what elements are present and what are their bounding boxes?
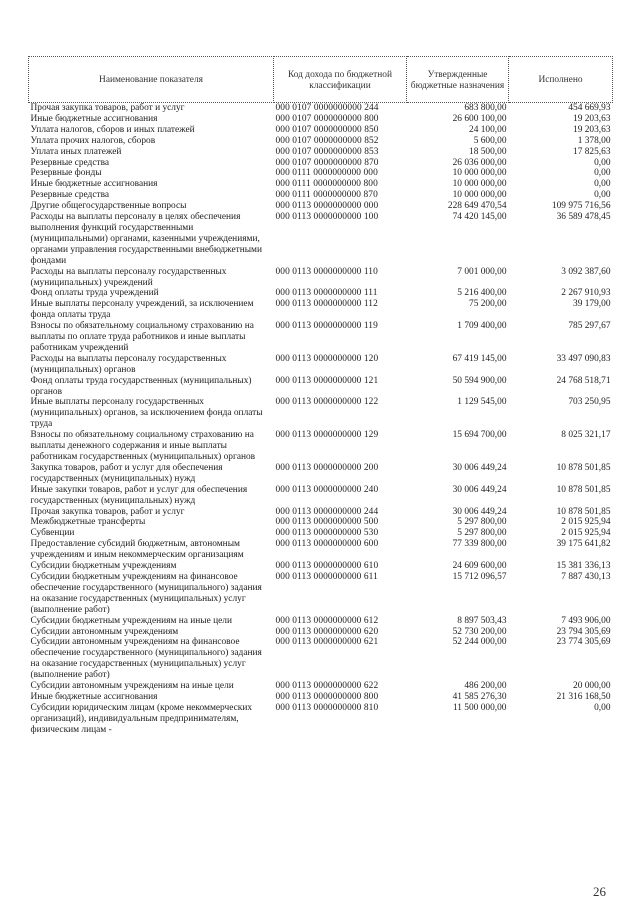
approved-amount-cell: 52 244 000,00 <box>452 637 507 648</box>
income-code-cell: 000 0113 0000000000 612 <box>275 615 379 626</box>
indicator-name-cell: Субсидии бюджетным учреждениям на иные цели <box>30 615 232 626</box>
indicator-name-cell: Субвенции <box>30 528 75 539</box>
approved-amount-cell: 41 585 276,30 <box>452 691 507 702</box>
executed-amount-cell: 2 015 925,94 <box>561 517 611 528</box>
indicator-name-cell: Иные бюджетные ассигнования <box>30 179 158 190</box>
approved-amount-cell: 77 339 800,00 <box>452 539 507 550</box>
approved-amount-cell: 15 694 700,00 <box>452 430 507 441</box>
table-row <box>29 299 613 321</box>
table-row <box>29 212 613 267</box>
approved-amount-cell: 30 006 449,24 <box>452 506 507 517</box>
table-row <box>29 376 613 398</box>
indicator-name-cell: Иные бюджетные ассигнования <box>30 691 158 702</box>
table-row <box>29 572 613 616</box>
executed-amount-cell: 1 378,00 <box>577 135 611 146</box>
income-code-cell: 000 0113 0000000000 121 <box>275 375 379 386</box>
approved-amount-cell: 15 712 096,57 <box>452 571 507 582</box>
income-code-cell: 000 0113 0000000000 621 <box>275 637 379 648</box>
indicator-name-cell: Межбюджетные трансферты <box>30 517 146 528</box>
document-page <box>28 56 612 736</box>
income-code-cell: 000 0113 0000000000 112 <box>275 299 378 310</box>
income-code-cell: 000 0111 0000000000 800 <box>275 179 378 190</box>
executed-amount-cell: 10 878 501,85 <box>556 484 611 495</box>
indicator-name-cell: Фонд оплаты труда государственных (муниципальных) органов <box>30 375 252 397</box>
approved-amount-cell: 26 600 100,00 <box>452 113 507 124</box>
income-code-cell: 000 0113 0000000000 122 <box>275 397 379 408</box>
approved-amount-cell: 10 000 000,00 <box>452 179 507 190</box>
income-code-cell: 000 0113 0000000000 200 <box>275 462 379 473</box>
indicator-name-cell: Резервные фонды <box>30 168 102 179</box>
table-row <box>29 627 613 638</box>
executed-amount-cell: 0,00 <box>594 168 611 179</box>
indicator-name-cell: Субсидии юридическим лицам (кроме некоммерческих организаций), индивидуальным предпринимателям, физическим лицам - <box>30 702 253 735</box>
table-row <box>29 125 613 136</box>
indicator-name-cell: Прочая закупка товаров, работ и услуг <box>30 103 185 113</box>
income-code-cell: 000 0113 0000000000 610 <box>275 561 379 572</box>
approved-amount-cell: 683 800,00 <box>464 103 507 113</box>
header-income-code: Код дохода по бюджетной классификации <box>274 57 407 103</box>
approved-amount-cell: 10 000 000,00 <box>452 168 507 179</box>
table-row <box>29 485 613 507</box>
executed-amount-cell: 785 297,67 <box>568 321 611 332</box>
header-indicator-name: Наименование показателя <box>29 57 274 103</box>
executed-amount-cell: 2 267 910,93 <box>561 288 611 299</box>
indicator-name-cell: Расходы на выплаты персоналу государственных (муниципальных) органов <box>30 353 227 375</box>
approved-amount-cell: 7 001 000,00 <box>457 266 507 277</box>
indicator-name-cell: Взносы по обязательному социальному страхованию на выплаты по оплате труда работников и иные выплаты работникам учреждений <box>30 321 254 353</box>
approved-amount-cell: 5 216 400,00 <box>457 288 507 299</box>
approved-amount-cell: 74 420 145,00 <box>452 212 507 223</box>
indicator-name-cell: Резервные средства <box>30 190 110 201</box>
executed-amount-cell: 20 000,00 <box>573 681 611 692</box>
executed-amount-cell: 0,00 <box>594 190 611 201</box>
income-code-cell: 000 0113 0000000000 240 <box>275 484 379 495</box>
approved-amount-cell: 50 594 900,00 <box>452 375 507 386</box>
executed-amount-cell: 7 493 906,00 <box>561 615 611 626</box>
indicator-name-cell: Субсидии автономным учреждениям <box>30 626 179 637</box>
table-row <box>29 507 613 518</box>
executed-amount-cell: 2 015 925,94 <box>561 528 611 539</box>
indicator-name-cell: Уплата налогов, сборов и иных платежей <box>30 124 195 135</box>
executed-amount-cell: 21 316 168,50 <box>556 691 611 702</box>
approved-amount-cell: 5 600,00 <box>473 135 507 146</box>
table-row <box>29 168 613 179</box>
income-code-cell: 000 0113 0000000000 000 <box>275 201 379 212</box>
table-row <box>29 637 613 681</box>
table-row <box>29 616 613 627</box>
approved-amount-cell: 18 500,00 <box>469 146 507 157</box>
table-row <box>29 114 613 125</box>
approved-amount-cell: 11 500 000,00 <box>452 702 507 713</box>
executed-amount-cell: 8 025 321,17 <box>561 430 611 441</box>
header-approved-budget: Утвержденные бюджетные назначения <box>407 57 509 103</box>
income-code-cell: 000 0107 0000000000 244 <box>275 103 379 113</box>
executed-amount-cell: 36 589 478,45 <box>556 212 611 223</box>
income-code-cell: 000 0113 0000000000 611 <box>275 571 378 582</box>
indicator-name-cell: Иные выплаты персоналу государственных (муниципальных) органов, за исключением фонда оплаты труда <box>30 397 263 430</box>
indicator-name-cell: Расходы на выплаты персоналу в целях обеспечения выполнения функций государственными (муниципальными) органами, казенными учреждениями, органами управления государственными внебюджетными фондами <box>30 212 262 266</box>
table-row <box>29 463 613 485</box>
executed-amount-cell: 109 975 716,56 <box>551 201 611 212</box>
income-code-cell: 000 0113 0000000000 110 <box>275 266 378 277</box>
budget-execution-table <box>28 56 613 736</box>
executed-amount-cell: 0,00 <box>594 702 611 713</box>
approved-amount-cell: 30 006 449,24 <box>452 462 507 473</box>
approved-amount-cell: 8 897 503,43 <box>457 615 507 626</box>
table-row <box>29 288 613 299</box>
indicator-name-cell: Закупка товаров, работ и услуг для обеспечения государственных (муниципальных) нужд <box>30 462 223 484</box>
table-row <box>29 179 613 190</box>
approved-amount-cell: 52 730 200,00 <box>452 626 507 637</box>
table-row <box>29 692 613 703</box>
executed-amount-cell: 23 794 305,69 <box>556 626 611 637</box>
approved-amount-cell: 5 297 800,00 <box>457 517 507 528</box>
executed-amount-cell: 19 203,63 <box>573 124 611 135</box>
table-row <box>29 136 613 147</box>
income-code-cell: 000 0113 0000000000 622 <box>275 681 379 692</box>
executed-amount-cell: 19 203,63 <box>573 113 611 124</box>
income-code-cell: 000 0107 0000000000 850 <box>275 124 379 135</box>
indicator-name-cell: Уплата иных платежей <box>30 146 122 157</box>
table-row <box>29 201 613 212</box>
indicator-name-cell: Иные закупки товаров, работ и услуг для обеспечения государственных (муниципальных) нужд <box>30 484 248 506</box>
executed-amount-cell: 24 768 518,71 <box>556 375 611 386</box>
approved-amount-cell: 75 200,00 <box>469 299 507 310</box>
income-code-cell: 000 0113 0000000000 530 <box>275 528 379 539</box>
indicator-name-cell: Субсидии бюджетным учреждениям <box>30 561 177 572</box>
executed-amount-cell: 10 878 501,85 <box>556 462 611 473</box>
executed-amount-cell: 0,00 <box>594 179 611 190</box>
income-code-cell: 000 0107 0000000000 800 <box>275 113 379 124</box>
income-code-cell: 000 0111 0000000000 000 <box>275 168 378 179</box>
approved-amount-cell: 1 709 400,00 <box>457 321 507 332</box>
indicator-name-cell: Субсидии автономным учреждениям на финансовое обеспечение государственного (муниципального) задания на оказание государственных (муниципальных) услуг (выполнение работ) <box>30 637 262 681</box>
income-code-cell: 000 0113 0000000000 800 <box>275 691 379 702</box>
income-code-cell: 000 0113 0000000000 810 <box>275 702 379 713</box>
income-code-cell: 000 0113 0000000000 111 <box>275 288 378 299</box>
executed-amount-cell: 3 092 387,60 <box>561 266 611 277</box>
indicator-name-cell: Предоставление субсидий бюджетным, автономным учреждениям и иным некоммерческим организациям <box>30 539 244 561</box>
approved-amount-cell: 67 419 145,00 <box>452 353 507 364</box>
table-row <box>29 103 613 114</box>
executed-amount-cell: 454 669,93 <box>568 103 611 113</box>
approved-amount-cell: 5 297 800,00 <box>457 528 507 539</box>
executed-amount-cell: 7 887 430,13 <box>561 571 611 582</box>
executed-amount-cell: 23 774 305,69 <box>556 637 611 648</box>
table-row <box>29 158 613 169</box>
income-code-cell: 000 0113 0000000000 500 <box>275 517 379 528</box>
executed-amount-cell: 10 878 501,85 <box>556 506 611 517</box>
executed-amount-cell: 15 381 336,13 <box>556 561 611 572</box>
income-code-cell: 000 0113 0000000000 600 <box>275 539 379 550</box>
approved-amount-cell: 26 036 000,00 <box>452 157 507 168</box>
indicator-name-cell: Фонд оплаты труда учреждений <box>30 288 159 299</box>
income-code-cell: 000 0107 0000000000 852 <box>275 135 379 146</box>
executed-amount-cell: 0,00 <box>594 157 611 168</box>
table-row <box>29 539 613 561</box>
table-header <box>29 57 613 103</box>
income-code-cell: 000 0113 0000000000 129 <box>275 430 379 441</box>
table-row <box>29 528 613 539</box>
indicator-name-cell: Иные бюджетные ассигнования <box>30 113 158 124</box>
indicator-name-cell: Субсидии бюджетным учреждениям на финансовое обеспечение государственного (муниципального) задания на оказание государственных (муниципальных) услуг (выполнение работ) <box>30 571 262 615</box>
table-row <box>29 561 613 572</box>
executed-amount-cell: 39 179,00 <box>573 299 611 310</box>
table-row <box>29 430 613 463</box>
executed-amount-cell: 703 250,95 <box>568 397 611 408</box>
indicator-name-cell: Расходы на выплаты персоналу государственных (муниципальных) учреждений <box>30 266 227 288</box>
indicator-name-cell: Субсидии автономным учреждениям на иные цели <box>30 681 234 692</box>
indicator-name-cell: Прочая закупка товаров, работ и услуг <box>30 506 185 517</box>
indicator-name-cell: Другие общегосударственные вопросы <box>30 201 187 212</box>
table-row <box>29 681 613 692</box>
table-row <box>29 517 613 528</box>
indicator-name-cell: Уплата прочих налогов, сборов <box>30 135 156 146</box>
executed-amount-cell: 33 497 090,83 <box>556 353 611 364</box>
table-row <box>29 190 613 201</box>
indicator-name-cell: Взносы по обязательному социальному страхованию на выплаты денежного содержания и иные выплаты работникам государственных (муниципальных) органов <box>30 430 256 462</box>
approved-amount-cell: 30 006 449,24 <box>452 484 507 495</box>
table-body <box>29 103 613 736</box>
income-code-cell: 000 0113 0000000000 119 <box>275 321 378 332</box>
approved-amount-cell: 24 609 600,00 <box>452 561 507 572</box>
table-row <box>29 703 613 736</box>
income-code-cell: 000 0107 0000000000 853 <box>275 146 379 157</box>
approved-amount-cell: 228 649 470,54 <box>447 201 507 212</box>
income-code-cell: 000 0113 0000000000 100 <box>275 212 379 223</box>
header-executed: Исполнено <box>509 57 613 103</box>
table-row <box>29 397 613 430</box>
table-row <box>29 147 613 158</box>
table-row <box>29 354 613 376</box>
income-code-cell: 000 0113 0000000000 120 <box>275 353 379 364</box>
income-code-cell: 000 0107 0000000000 870 <box>275 157 379 168</box>
approved-amount-cell: 10 000 000,00 <box>452 190 507 201</box>
income-code-cell: 000 0113 0000000000 620 <box>275 626 379 637</box>
approved-amount-cell: 486 200,00 <box>464 681 507 692</box>
indicator-name-cell: Иные выплаты персоналу учреждений, за исключением фонда оплаты труда <box>30 299 254 321</box>
approved-amount-cell: 24 100,00 <box>469 124 507 135</box>
executed-amount-cell: 17 825,63 <box>573 146 611 157</box>
indicator-name-cell: Резервные средства <box>30 157 110 168</box>
table-row <box>29 321 613 354</box>
executed-amount-cell: 39 175 641,82 <box>556 539 611 550</box>
income-code-cell: 000 0113 0000000000 244 <box>275 506 379 517</box>
table-row <box>29 267 613 289</box>
page-number: 26 <box>593 884 606 899</box>
income-code-cell: 000 0111 0000000000 870 <box>275 190 378 201</box>
approved-amount-cell: 1 129 545,00 <box>457 397 507 408</box>
